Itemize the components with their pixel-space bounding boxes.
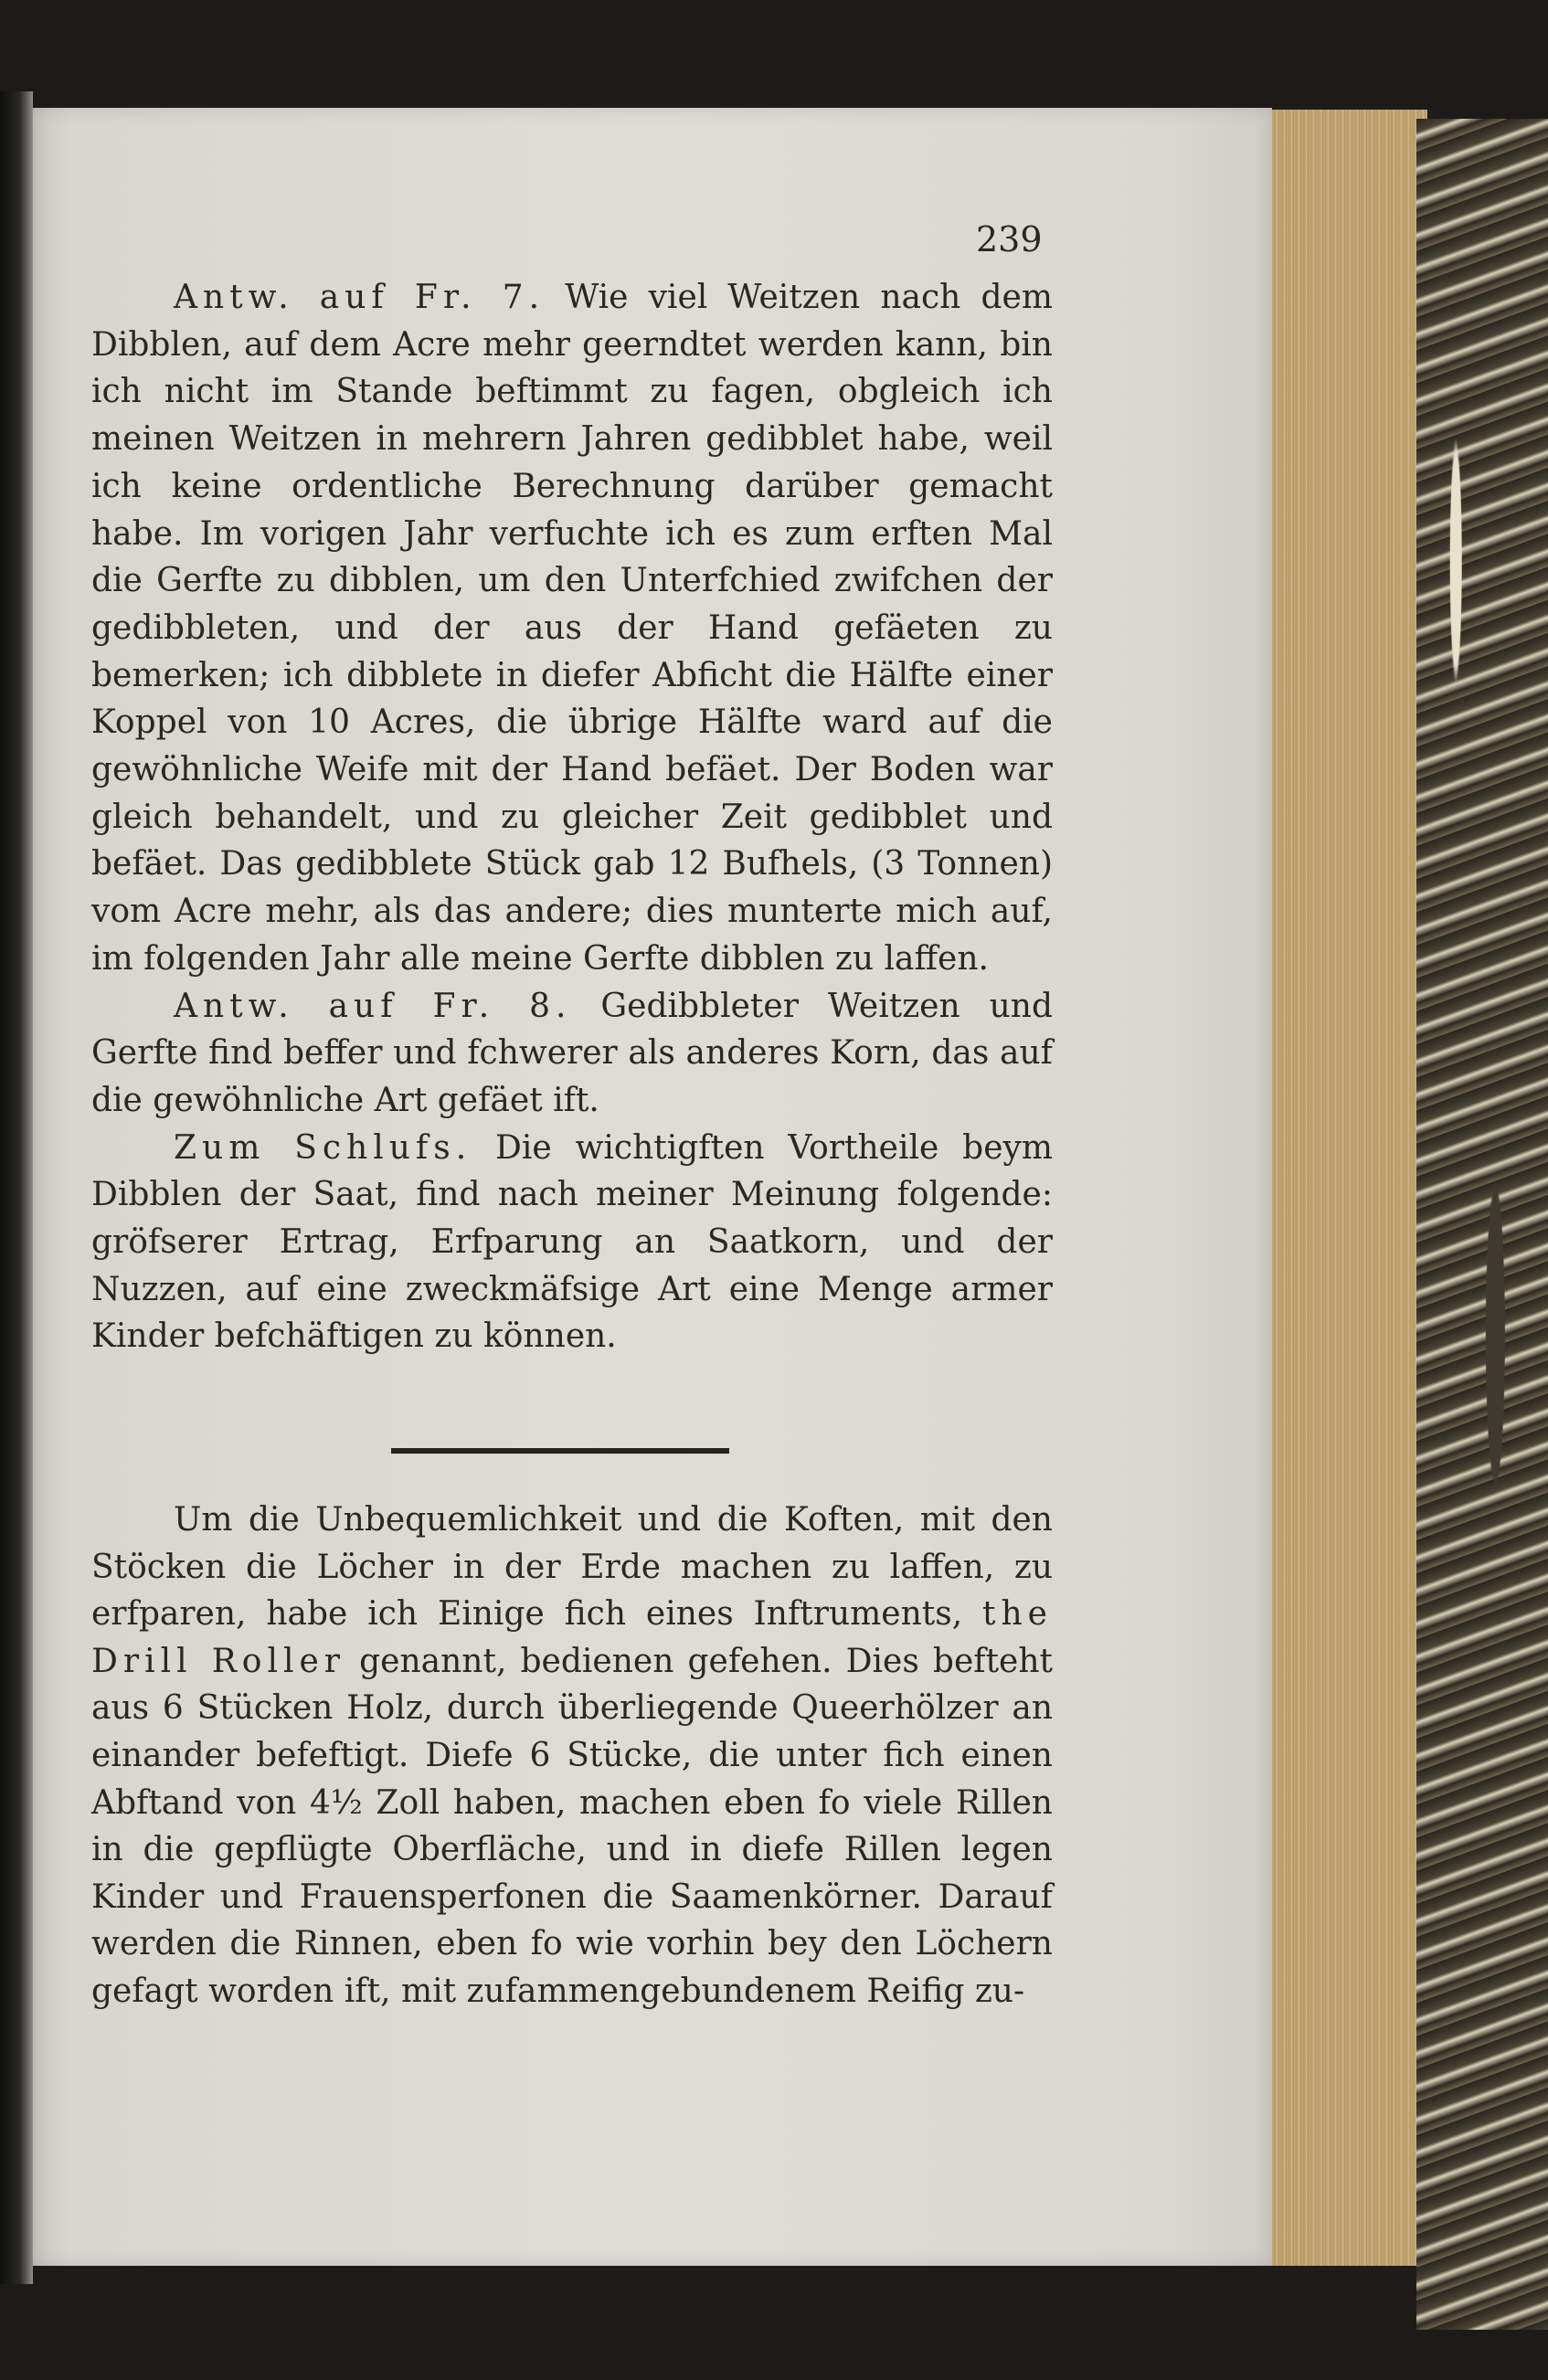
conclusion-text: Die wichtigften Vortheile beym Dibblen der Saat, find nach meiner Meinung folgende: gröfserer Ertrag, Erfparung an Saatkorn, und der Nuzzen, auf eine zweckmäfsige Art eine Menge armer Kinder befchäftigen zu können.	[91, 1128, 1053, 1356]
paragraph-answer-7	[91, 274, 1053, 983]
conclusion-lead: Zum Schlufs.	[174, 1128, 472, 1167]
paragraph-drill-roller	[91, 1497, 1053, 2015]
section-divider	[391, 1448, 729, 1454]
drill-roller-term: the Drill Roller	[91, 1595, 1053, 1680]
page-number: 239	[976, 219, 1043, 259]
drill-roller-text-a: Um die Unbequemlichkeit und die Koften, mit den Stöcken die Löcher in der Erde machen zu laffen, zu erfparen, habe ich Einige fich eines Inftruments,	[91, 1501, 1053, 1634]
drill-roller-text-b: genannt, bedienen gefehen. Dies befteht aus 6 Stücken Holz, durch überliegende Queerhölzer an einander befeftigt. Diefe 6 Stücke, die unter fich einen Abftand von 4½ Zoll haben, machen eben fo viele Rillen in die gepflügte Oberfläche, und in diefe Rillen legen Kinder und Frauensperfonen die Saamenkörner. Darauf werden die Rinnen, eben fo wie vorhin bey den Löchern gefagt worden ift, mit zufammengebundenem Reifig zu-	[91, 1642, 1053, 2010]
paragraph-answer-8	[91, 983, 1053, 1125]
answer-8-lead: Antw. auf Fr. 8.	[174, 987, 572, 1025]
left-page-edge	[0, 91, 33, 2284]
answer-7-text: Wie viel Weitzen nach dem Dibblen, auf dem Acre mehr geerndtet werden kann, bin ich nicht im Stande beftimmt zu fagen, obgleich ich meinen Weitzen in mehrern Jahren gedibblet habe, weil ich keine ordentliche Berechnung darüber gemacht habe. Im vorigen Jahr verfuchte ich es zum erften Mal die Gerfte zu dibblen, um den Unterfchied zwifchen der gedibbleten, und der aus der Hand gefäeten zu bemerken; ich dibblete in diefer Abficht die Hälfte einer Koppel von 10 Acres, die übrige Hälfte ward auf die gewöhnliche Weife mit der Hand befäet. Der Boden war gleich behandelt, und zu gleicher Zeit gedibblet und befäet. Das gedibblete Stück gab 12 Bufhels, (3 Tonnen) vom Acre mehr, als das andere; dies munterte mich auf, im folgenden Jahr alle meine Gerfte dibblen zu laffen.	[91, 279, 1053, 978]
paragraph-conclusion	[91, 1125, 1053, 1361]
marbled-cover	[1416, 119, 1548, 2330]
page-fore-edge	[1272, 110, 1427, 2266]
answer-7-lead: Antw. auf Fr. 7.	[174, 279, 546, 316]
answer-8-text: Gedibbleter Weitzen und Gerfte find beffer und fchwerer als anderes Korn, das auf die gewöhnliche Art gefäet ift.	[91, 987, 1053, 1119]
main-text	[91, 274, 1053, 1360]
